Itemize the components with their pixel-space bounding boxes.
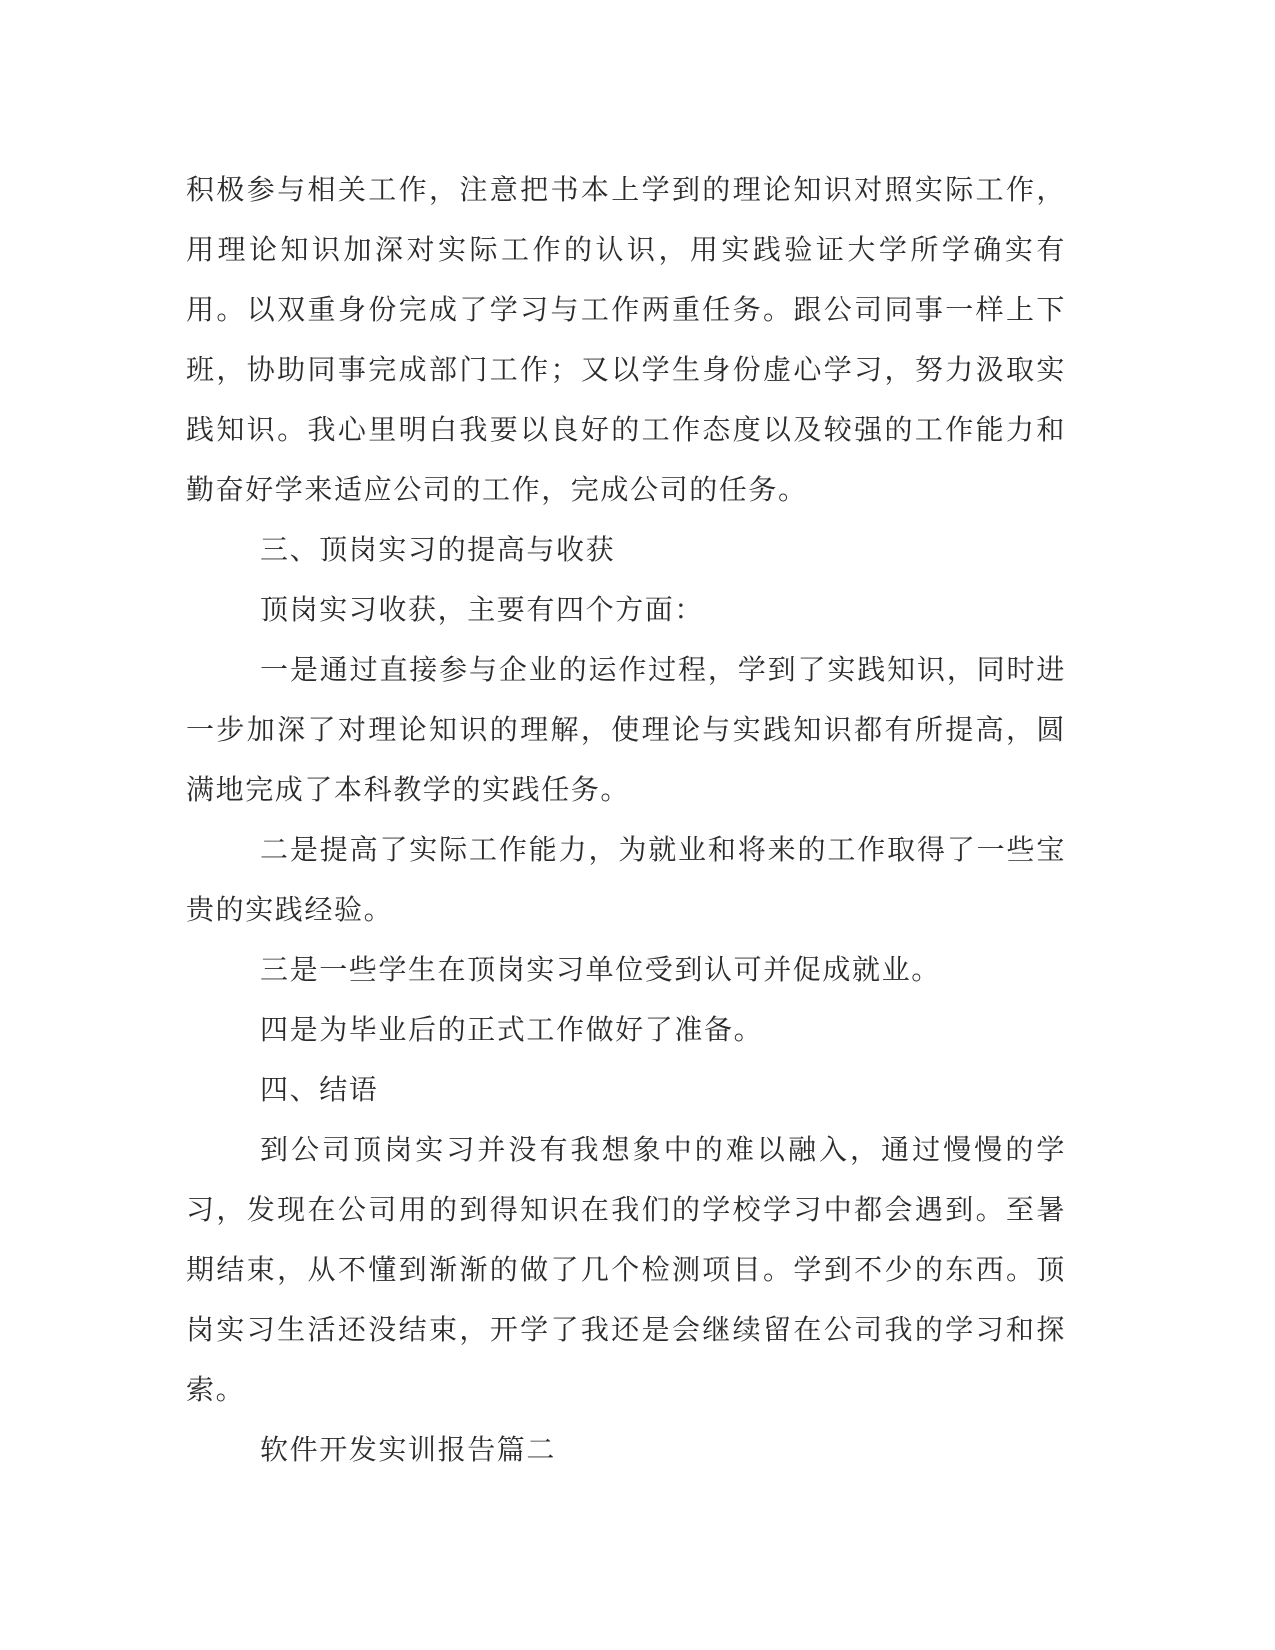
paragraph-gains-intro: 顶岗实习收获，主要有四个方面： — [260, 593, 705, 626]
section-heading-4: 四、结语 — [260, 1073, 379, 1106]
section-heading-3: 三、顶岗实习的提高与收获 — [260, 533, 616, 566]
paragraph-gain-4: 四是为毕业后的正式工作做好了准备。 — [260, 1013, 764, 1046]
document-body — [186, 160, 1066, 1480]
paragraph-gain-1: 一是通过直接参与企业的运作过程，学到了实践知识，同时进一步加深了对理论知识的理解，使理论与实践知识都有所提高，圆满地完成了本科教学的实践任务。 — [186, 653, 1066, 806]
paragraph-gain-2: 二是提高了实际工作能力，为就业和将来的工作取得了一些宝贵的实践经验。 — [186, 833, 1066, 926]
paragraph-gain-3: 三是一些学生在顶岗实习单位受到认可并促成就业。 — [260, 953, 941, 986]
report-part-title: 软件开发实训报告篇二 — [260, 1433, 557, 1466]
paragraph-conclusion: 到公司顶岗实习并没有我想象中的难以融入，通过慢慢的学习，发现在公司用的到得知识在我们的学校学习中都会遇到。至暑期结束，从不懂到渐渐的做了几个检测项目。学到不少的东西。顶岗实习生活还没结束，开学了我还是会继续留在公司我的学习和探索。 — [186, 1133, 1066, 1406]
paragraph-continued-work: 积极参与相关工作，注意把书本上学到的理论知识对照实际工作，用理论知识加深对实际工作的认识，用实践验证大学所学确实有用。以双重身份完成了学习与工作两重任务。跟公司同事一样上下班，协助同事完成部门工作；又以学生身份虚心学习，努力汲取实践知识。我心里明白我要以良好的工作态度以及较强的工作能力和勤奋好学来适应公司的工作，完成公司的任务。 — [186, 173, 1066, 506]
